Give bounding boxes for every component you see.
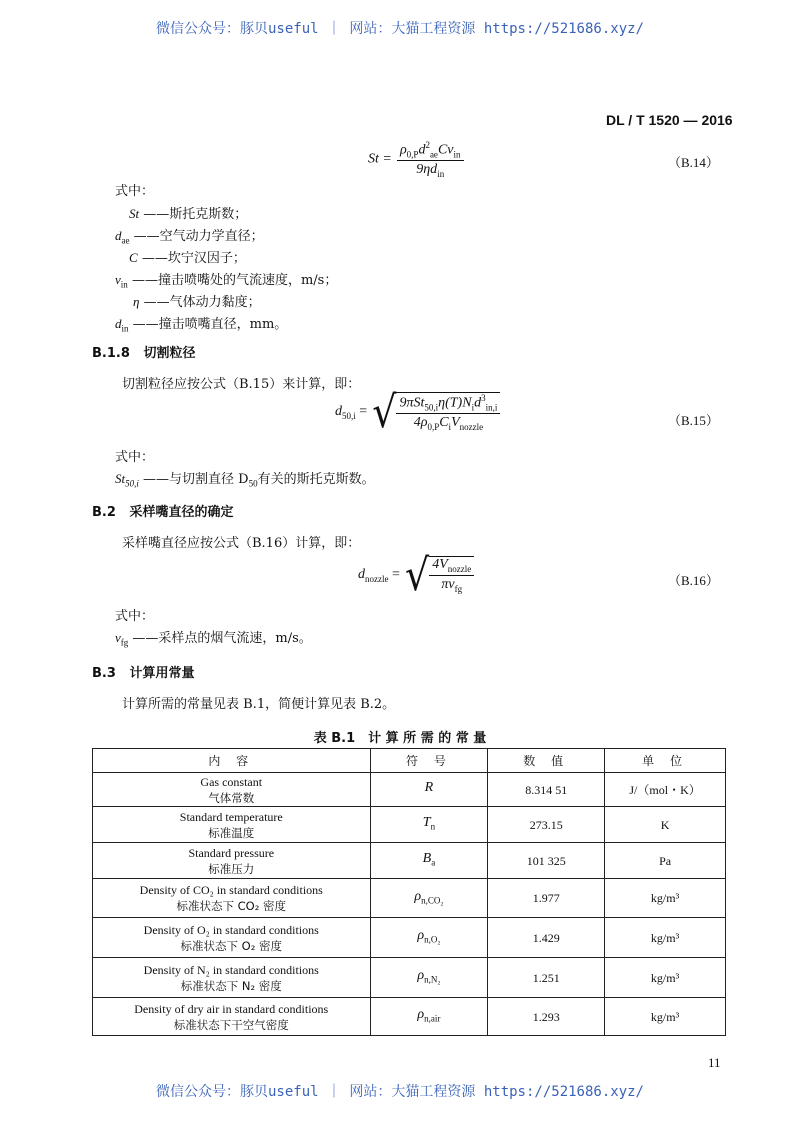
equation-number-b15: （B.15） [668, 413, 719, 428]
header-symbol: 符 号 [370, 749, 488, 773]
value-cell: 8.314 51 [488, 773, 605, 807]
equation-b16: $d_{nozzle}$ = √ $\frac{4V_{nozzle}}{\pi v_{fg}}$ [358, 556, 474, 594]
table-title: 表 B.1 计 算 所 需 的 常 量 [313, 731, 487, 746]
symbol-cell: R [370, 773, 488, 807]
section-b3-heading: B.3 计算用常量 [92, 666, 195, 681]
b3-text: 计算所需的常量见表 B.1，简便计算见表 B.2。 [122, 697, 396, 712]
b2-text: 采样嘴直径应按公式（B.16）计算，即： [122, 536, 361, 551]
content-cell: Density of dry air in standard conditions 标准状态下干空气密度 [93, 998, 371, 1036]
unit-cell: kg/m³ [605, 998, 726, 1036]
variable-st50: $St_{50,i}$ ——与切割直径 $D_{50}$有关的斯托克斯数。 [115, 471, 375, 489]
symbol-cell: $\rho_{n,N_2}$ [370, 958, 488, 998]
content-cell: Density of N₂ in standard conditions 标准状态下 N₂ 密度 [93, 958, 371, 998]
equation-b14: St = $\frac{\rho_{0,P}d^2_{ae}Cv_{in}}{9\eta d_{in}}$ [368, 140, 464, 179]
where-label: 式中： [115, 609, 155, 624]
header-value: 数 值 [488, 749, 605, 773]
value-cell: 1.429 [488, 918, 605, 958]
value-cell: 273.15 [488, 807, 605, 843]
symbol-cell: $\rho_{n,CO_2}$ [370, 879, 488, 918]
value-cell: 1.293 [488, 998, 605, 1036]
symbol-cell: $\rho_{n,air}$ [370, 998, 488, 1036]
where-label: 式中： [115, 184, 155, 199]
symbol-cell: $B_a$ [370, 843, 488, 879]
unit-cell: K [605, 807, 726, 843]
header-content: 内 容 [93, 749, 371, 773]
variable-definition: C ——坎宁汉因子； [129, 250, 246, 266]
content-cell: Standard temperature 标准温度 [93, 807, 371, 843]
variable-vfg: $v_{fg}$ ——采样点的烟气流速，m/s。 [115, 630, 312, 648]
variable-definition: $d_{in}$ ——撞击喷嘴直径，mm。 [115, 316, 288, 334]
page-number: 11 [708, 1055, 721, 1070]
variable-definition: St ——斯托克斯数； [129, 206, 248, 222]
unit-cell: kg/m³ [605, 918, 726, 958]
section-b2-heading: B.2 采样嘴直径的确定 [92, 505, 234, 520]
unit-cell: Pa [605, 843, 726, 879]
watermark-top: 微信公众号：豚贝useful ｜ 网站：大猫工程资源 https://521686.xyz/ [155, 21, 644, 37]
table-row [93, 773, 726, 807]
table-row [93, 807, 726, 843]
unit-cell: kg/m³ [605, 958, 726, 998]
equation-number-b16: （B.16） [668, 573, 719, 588]
equation-number-b14: （B.14） [668, 155, 719, 170]
table-row [93, 879, 726, 918]
unit-cell: kg/m³ [605, 879, 726, 918]
content-cell: Gas constant 气体常数 [93, 773, 371, 807]
equation-b15: $d_{50,i}$ = √ $\frac{9\pi St_{50,i}\eta(T)N_id^3_{in,i}}{4\rho_{0,P}C_iV_{nozzle}}$ [335, 392, 500, 432]
value-cell: 1.977 [488, 879, 605, 918]
unit-cell: J/（mol・K） [605, 773, 726, 807]
header-unit: 单 位 [605, 749, 726, 773]
table-header-row [93, 749, 726, 773]
symbol-cell: $\rho_{n,O_2}$ [370, 918, 488, 958]
value-cell: 101 325 [488, 843, 605, 879]
watermark-bottom: 微信公众号：豚贝useful ｜ 网站：大猫工程资源 https://521686.xyz/ [155, 1084, 644, 1100]
standard-number: DL / T 1520 — 2016 [606, 112, 733, 128]
section-b18-heading: B.1.8 切割粒径 [92, 346, 196, 361]
variable-definition: η ——气体动力黏度； [133, 294, 261, 310]
where-label: 式中： [115, 450, 155, 465]
table-row [93, 958, 726, 998]
variable-definition: $d_{ae}$ ——空气动力学直径； [115, 228, 264, 246]
content-cell: Density of CO₂ in standard conditions 标准状态下 CO₂ 密度 [93, 879, 371, 918]
content-cell: Density of O₂ in standard conditions 标准状态下 O₂ 密度 [93, 918, 371, 958]
content-cell: Standard pressure 标准压力 [93, 843, 371, 879]
variable-definition: $v_{in}$ ——撞击喷嘴处的气流速度，m/s； [115, 272, 338, 290]
table-row [93, 998, 726, 1036]
symbol-cell: $T_n$ [370, 807, 488, 843]
table-row [93, 918, 726, 958]
table-row [93, 843, 726, 879]
value-cell: 1.251 [488, 958, 605, 998]
constants-table [92, 748, 726, 1036]
b18-text: 切割粒径应按公式（B.15）来计算，即： [122, 377, 361, 392]
